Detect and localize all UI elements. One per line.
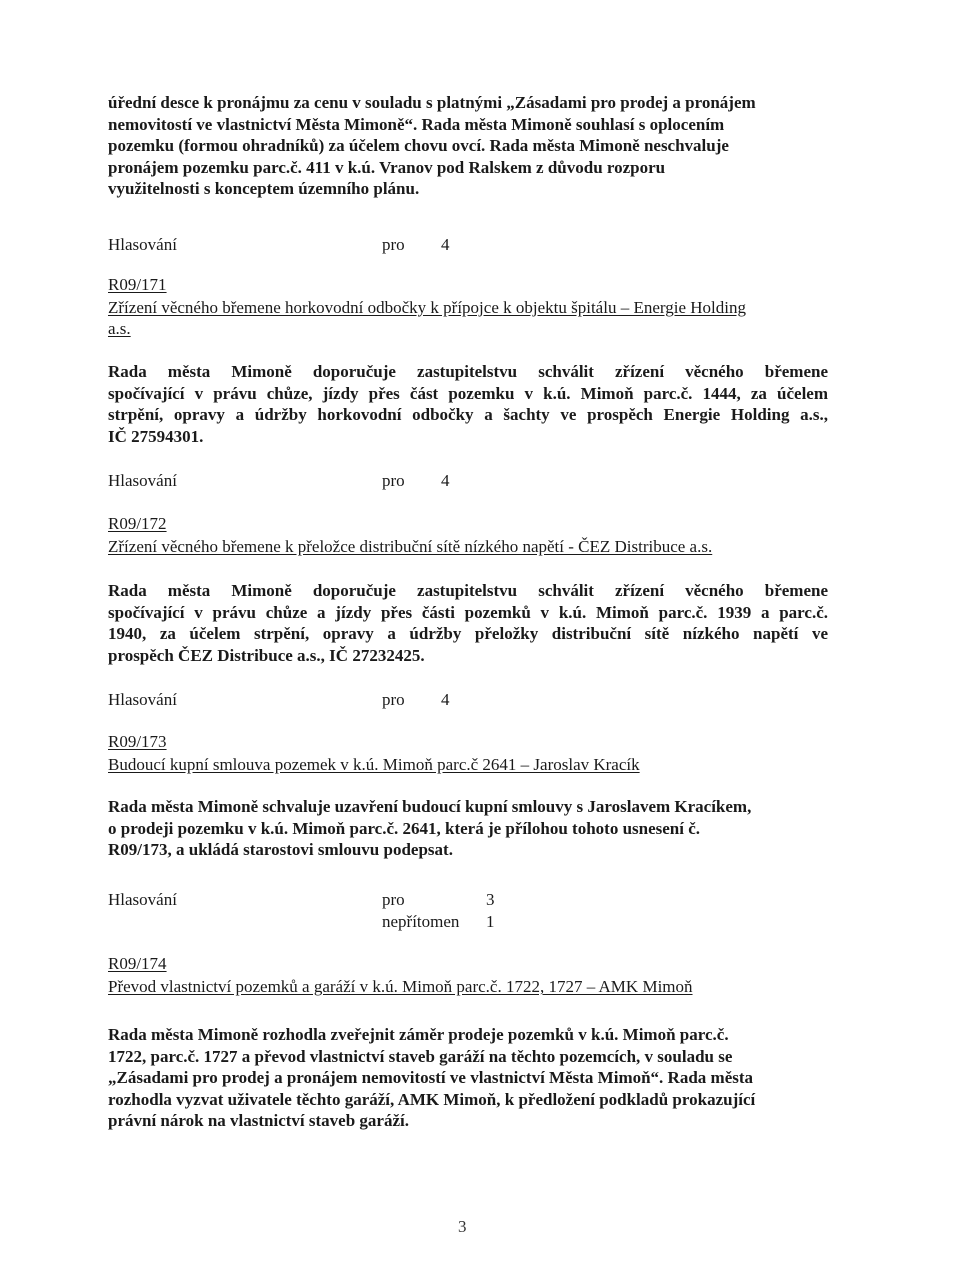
text-line: Rada města Mimoně doporučuje zastupitelstvu schválit zřízení věcného břemene (108, 362, 828, 381)
vote-key: pro (382, 690, 405, 709)
vote-label: Hlasování (108, 471, 177, 490)
vote-label: Hlasování (108, 235, 177, 254)
resolution-number: R09/171 (108, 275, 167, 294)
text-line: R09/173, a ukládá starostovi smlouvu podepsat. (108, 840, 453, 859)
text-line: o prodeji pozemku v k.ú. Mimoň parc.č. 2641, která je přílohou tohoto usnesení č. (108, 818, 701, 838)
text-line: právní nárok na vlastnictví staveb garáží. (108, 1111, 409, 1130)
intro-line: pronájem pozemku parc.č. 411 v k.ú. Vranov pod Ralskem z důvodu rozporu (108, 157, 666, 177)
text-line: prospěch ČEZ Distribuce a.s., IČ 27232425. (108, 645, 425, 665)
text-line: 1722, parc.č. 1727 a převod vlastnictví staveb garáží na těchto pozemcích, v souladu se (108, 1046, 733, 1066)
text-line: spočívající v právu chůze a jízdy přes části pozemků v k.ú. Mimoň parc.č. 1939 a parc.č. (108, 602, 828, 622)
resolution-text (108, 796, 828, 861)
text-line: Rada města Mimoně doporučuje zastupitelstvu schválit zřízení věcného břemene (108, 581, 828, 600)
resolution-title: Zřízení věcného břemene k přeložce distribuční sítě nízkého napětí - ČEZ Distribuce a.s. (108, 537, 713, 556)
intro-line: nemovitostí ve vlastnictví Města Mimoně“. Rada města Mimoně souhlasí s oplocením (108, 114, 725, 134)
resolution-title: Převod vlastnictví pozemků a garáží v k.ú. Mimoň parc.č. 1722, 1727 – AMK Mimoň (108, 977, 693, 996)
text-line: Rada města Mimoně rozhodla zveřejnit záměr prodeje pozemků v k.ú. Mimoň parc.č. (108, 1025, 729, 1044)
intro-line: využitelnosti s konceptem územního plánu. (108, 179, 420, 198)
text-line: IČ 27594301. (108, 426, 204, 446)
resolution-r174 (108, 953, 828, 997)
resolution-number: R09/173 (108, 732, 167, 751)
vote-count: 3 (486, 890, 495, 909)
text-line: strpění, opravy a údržby horkovodní odbočky a šachty ve prospěch Energie Holding a.s., (108, 405, 828, 424)
resolution-r171 (108, 274, 828, 339)
vote-count: 4 (441, 690, 450, 709)
vote-key: pro (382, 235, 405, 254)
resolution-r173 (108, 731, 828, 775)
intro-paragraph (108, 92, 828, 200)
resolution-text (108, 361, 828, 447)
resolution-text (108, 580, 828, 666)
resolution-r172 (108, 513, 828, 557)
vote-key: nepřítomen (382, 912, 460, 931)
resolution-number: R09/174 (108, 954, 167, 973)
resolution-title-cont: a.s. (108, 319, 131, 338)
resolution-number: R09/172 (108, 514, 167, 533)
resolution-text (108, 1024, 828, 1132)
text-line: spočívající v právu chůze, jízdy přes část pozemku v k.ú. Mimoň parc.č. 1444, za účelem (108, 383, 828, 403)
text-line: rozhodla vyzvat uživatele těchto garáží, AMK Mimoň, k předložení podkladů prokazující (108, 1089, 756, 1109)
text-line: Rada města Mimoně schvaluje uzavření budoucí kupní smlouvy s Jaroslavem Kracíkem, (108, 797, 752, 816)
vote-count: 4 (441, 235, 450, 254)
vote-count: 1 (486, 912, 495, 931)
vote-label: Hlasování (108, 690, 177, 709)
vote-label: Hlasování (108, 890, 177, 909)
intro-line: pozemku (formou ohradníků) za účelem chovu ovcí. Rada města Mimoně neschvaluje (108, 136, 729, 155)
resolution-title: Budoucí kupní smlouva pozemek v k.ú. Mimoň parc.č 2641 – Jaroslav Kracík (108, 755, 640, 774)
page-number: 3 (458, 1217, 467, 1236)
text-line: 1940, za účelem strpění, opravy a údržby přeložky distribuční sítě nízkého napětí ve (108, 624, 828, 643)
vote-key: pro (382, 890, 405, 909)
text-line: „Zásadami pro prodej a pronájem nemovitostí ve vlastnictví Města Mimoň“. Rada města (108, 1068, 754, 1087)
resolution-title: Zřízení věcného břemene horkovodní odbočky k přípojce k objektu špitálu – Energie Holding (108, 298, 746, 317)
vote-key: pro (382, 471, 405, 490)
vote-count: 4 (441, 471, 450, 490)
intro-line: úřední desce k pronájmu za cenu v souladu s platnými „Zásadami pro prodej a pronájem (108, 93, 756, 112)
